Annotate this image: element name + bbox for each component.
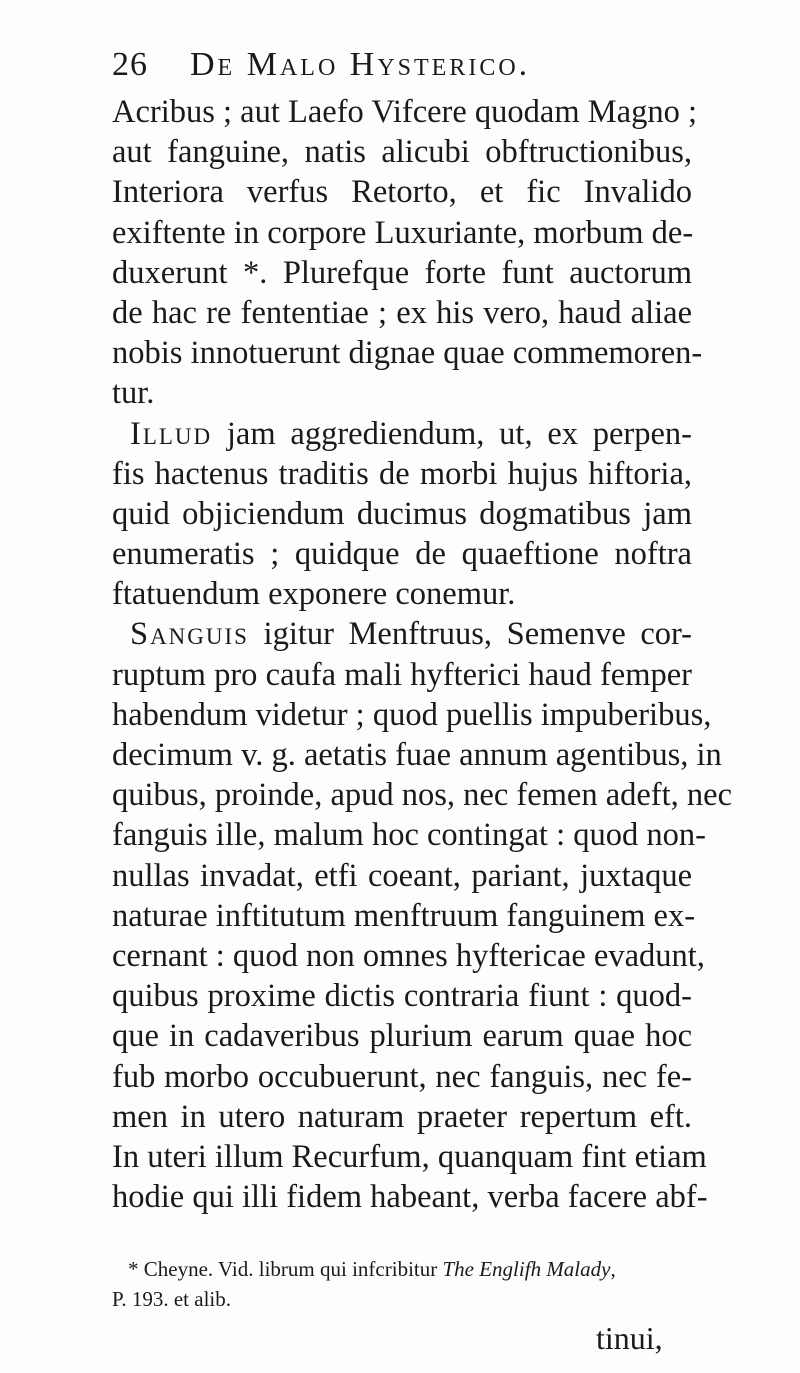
text-line: aut fanguine, natis alicubi obftructionibus, bbox=[112, 134, 692, 171]
paragraph-opening-line bbox=[112, 614, 692, 654]
text-line: ruptum pro caufa mali hyfterici haud femper bbox=[112, 656, 692, 693]
footnote-text: * Cheyne. Vid. librum qui infcribitur bbox=[128, 1257, 443, 1281]
text-fragment: igitur Menftruus, Semenve cor- bbox=[248, 616, 692, 653]
text-line: fis hactenus traditis de morbi hujus hiftoria, bbox=[112, 455, 692, 492]
body-text bbox=[112, 92, 733, 1217]
text-line: quid objiciendum ducimus dogmatibus jam bbox=[112, 495, 692, 532]
text-line: decimum v. g. aetatis fuae annum agentibus, in bbox=[112, 737, 722, 773]
text-line: Acribus ; aut Laefo Vifcere quodam Magno ; bbox=[112, 94, 697, 130]
text-line: hodie qui illi fidem habeant, verba facere abf- bbox=[112, 1179, 708, 1216]
text-line: nullas invadat, etfi coeant, pariant, juxtaque bbox=[112, 857, 692, 894]
text-line: quibus proxime dictis contraria fiunt : quod- bbox=[112, 978, 692, 1015]
text-line: fanguis ille, malum hoc contingat : quod non- bbox=[112, 817, 706, 854]
text-line: cernant : quod non omnes hyftericae evadunt, bbox=[112, 937, 705, 974]
text-line: men in utero naturam praeter repertum eft. bbox=[112, 1098, 692, 1135]
footnote-punct: , bbox=[610, 1257, 616, 1281]
text-line: duxerunt *. Plurefque forte funt auctorum bbox=[112, 254, 692, 291]
text-line: fub morbo occubuerunt, nec fanguis, nec fe- bbox=[112, 1058, 692, 1095]
footnote-line bbox=[112, 1254, 692, 1284]
text-fragment: jam aggrediendum, ut, ex perpen- bbox=[212, 415, 692, 452]
text-line: quibus, proinde, apud nos, nec femen adeft, nec bbox=[112, 777, 733, 814]
text-line: tur. bbox=[112, 375, 155, 412]
running-title: De Malo Hysterico. bbox=[190, 46, 531, 83]
text-line: habendum videtur ; quod puellis impuberibus, bbox=[112, 696, 712, 733]
footnote-book-title: The Englifh Malady bbox=[442, 1257, 611, 1281]
footnote bbox=[112, 1254, 692, 1314]
paragraph-lead-word: Illud bbox=[130, 415, 213, 452]
catchword: tinui, bbox=[596, 1320, 663, 1356]
text-line: In uteri illum Recurfum, quanquam fint etiam bbox=[112, 1138, 707, 1175]
text-line: nobis innotuerunt dignae quae commemoren- bbox=[112, 335, 703, 372]
running-head bbox=[112, 42, 682, 88]
text-line: Interiora verfus Retorto, et fic Invalido bbox=[112, 174, 692, 211]
text-line: que in cadaveribus plurium earum quae hoc bbox=[112, 1018, 692, 1055]
text-line: de hac re fententiae ; ex his vero, haud aliae bbox=[112, 294, 692, 331]
text-line: enumeratis ; quidque de quaeftione noftra bbox=[112, 536, 692, 573]
page-number: 26 bbox=[112, 46, 148, 83]
text-line: exiftente in corpore Luxuriante, morbum de- bbox=[112, 214, 694, 251]
footnote-line: P. 193. et alib. bbox=[112, 1287, 231, 1311]
paragraph-lead-word: Sanguis bbox=[130, 616, 249, 653]
paragraph-opening-line bbox=[112, 414, 692, 454]
text-line: naturae inftitutum menftruum fanguinem ex- bbox=[112, 897, 696, 934]
text-line: ftatuendum exponere conemur. bbox=[112, 576, 516, 613]
